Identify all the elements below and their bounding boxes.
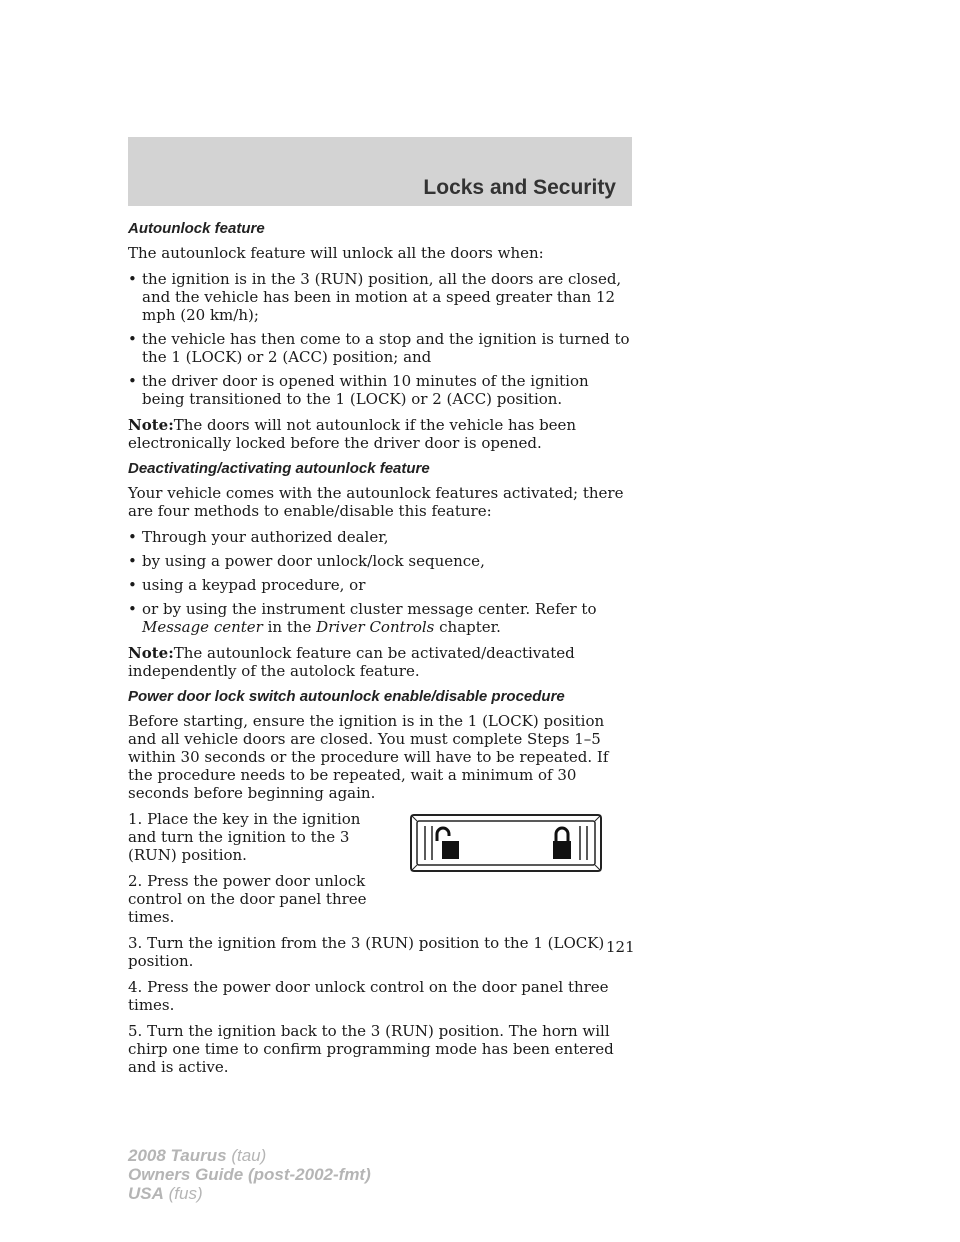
heading-autounlock: Autounlock feature xyxy=(128,220,265,237)
list-item: • by using a power door unlock/lock sequence, xyxy=(128,552,485,570)
list-item: • the ignition is in the 3 (RUN) position, all the doors are closed, and the vehicle has been in motion at a speed greater than 12 mph (20 km/h); xyxy=(128,270,622,324)
step-3: 3. Turn the ignition from the 3 (RUN) position to the 1 (LOCK) position. xyxy=(128,934,605,970)
page-number: 121 xyxy=(606,938,635,956)
heading-procedure: Power door lock switch autounlock enable/disable procedure xyxy=(128,688,565,705)
heading-deactivating: Deactivating/activating autounlock feature xyxy=(128,460,430,477)
paragraph: The autounlock feature will unlock all the doors when: xyxy=(128,244,544,262)
note: Note:The autounlock feature can be activated/deactivated independently of the autolock feature. xyxy=(128,644,575,680)
section-title: Locks and Security xyxy=(423,176,616,199)
cross-reference: Driver Controls xyxy=(316,618,435,636)
note: Note:The doors will not autounlock if the vehicle has been electronically locked before the driver door is opened. xyxy=(128,416,577,452)
steps-with-figure xyxy=(128,810,632,926)
bullet-list xyxy=(128,270,632,408)
list-item: • Through your authorized dealer, xyxy=(128,528,389,546)
bullet-list xyxy=(128,528,632,636)
step-2: 2. Press the power door unlock control on the door panel three times. xyxy=(128,872,367,926)
cross-reference: Message center xyxy=(142,618,263,636)
footer: 2008 Taurus (tau) Owners Guide (post-2002-fmt) USA (fus) xyxy=(128,1146,371,1203)
list-item: • or by using the instrument cluster message center. Refer to Message center in the Driver Controls chapter. xyxy=(128,600,597,636)
paragraph: Your vehicle comes with the autounlock features activated; there are four methods to enable/disable this feature: xyxy=(128,484,624,520)
step-5: 5. Turn the ignition back to the 3 (RUN) position. The horn will chirp one time to confirm programming mode has been entered and is active. xyxy=(128,1022,614,1076)
door-lock-switch-illustration xyxy=(410,814,602,872)
header-band xyxy=(128,137,632,206)
paragraph: Before starting, ensure the ignition is in the 1 (LOCK) position and all vehicle doors are closed. You must complete Steps 1–5 within 30 seconds or the procedure will have to be repeated. If the procedure needs to be repeated, wait a minimum of 30 seconds before beginning again. xyxy=(128,712,609,802)
step-4: 4. Press the power door unlock control on the door panel three times. xyxy=(128,978,609,1014)
list-item: • the vehicle has then come to a stop and the ignition is turned to the 1 (LOCK) or 2 (ACC) position; and xyxy=(128,330,630,366)
list-item: • the driver door is opened within 10 minutes of the ignition being transitioned to the 1 (LOCK) or 2 (ACC) position. xyxy=(128,372,589,408)
page-content xyxy=(128,220,632,1084)
step-1: 1. Place the key in the ignition and turn the ignition to the 3 (RUN) position. xyxy=(128,810,361,864)
list-item: • using a keypad procedure, or xyxy=(128,576,366,594)
